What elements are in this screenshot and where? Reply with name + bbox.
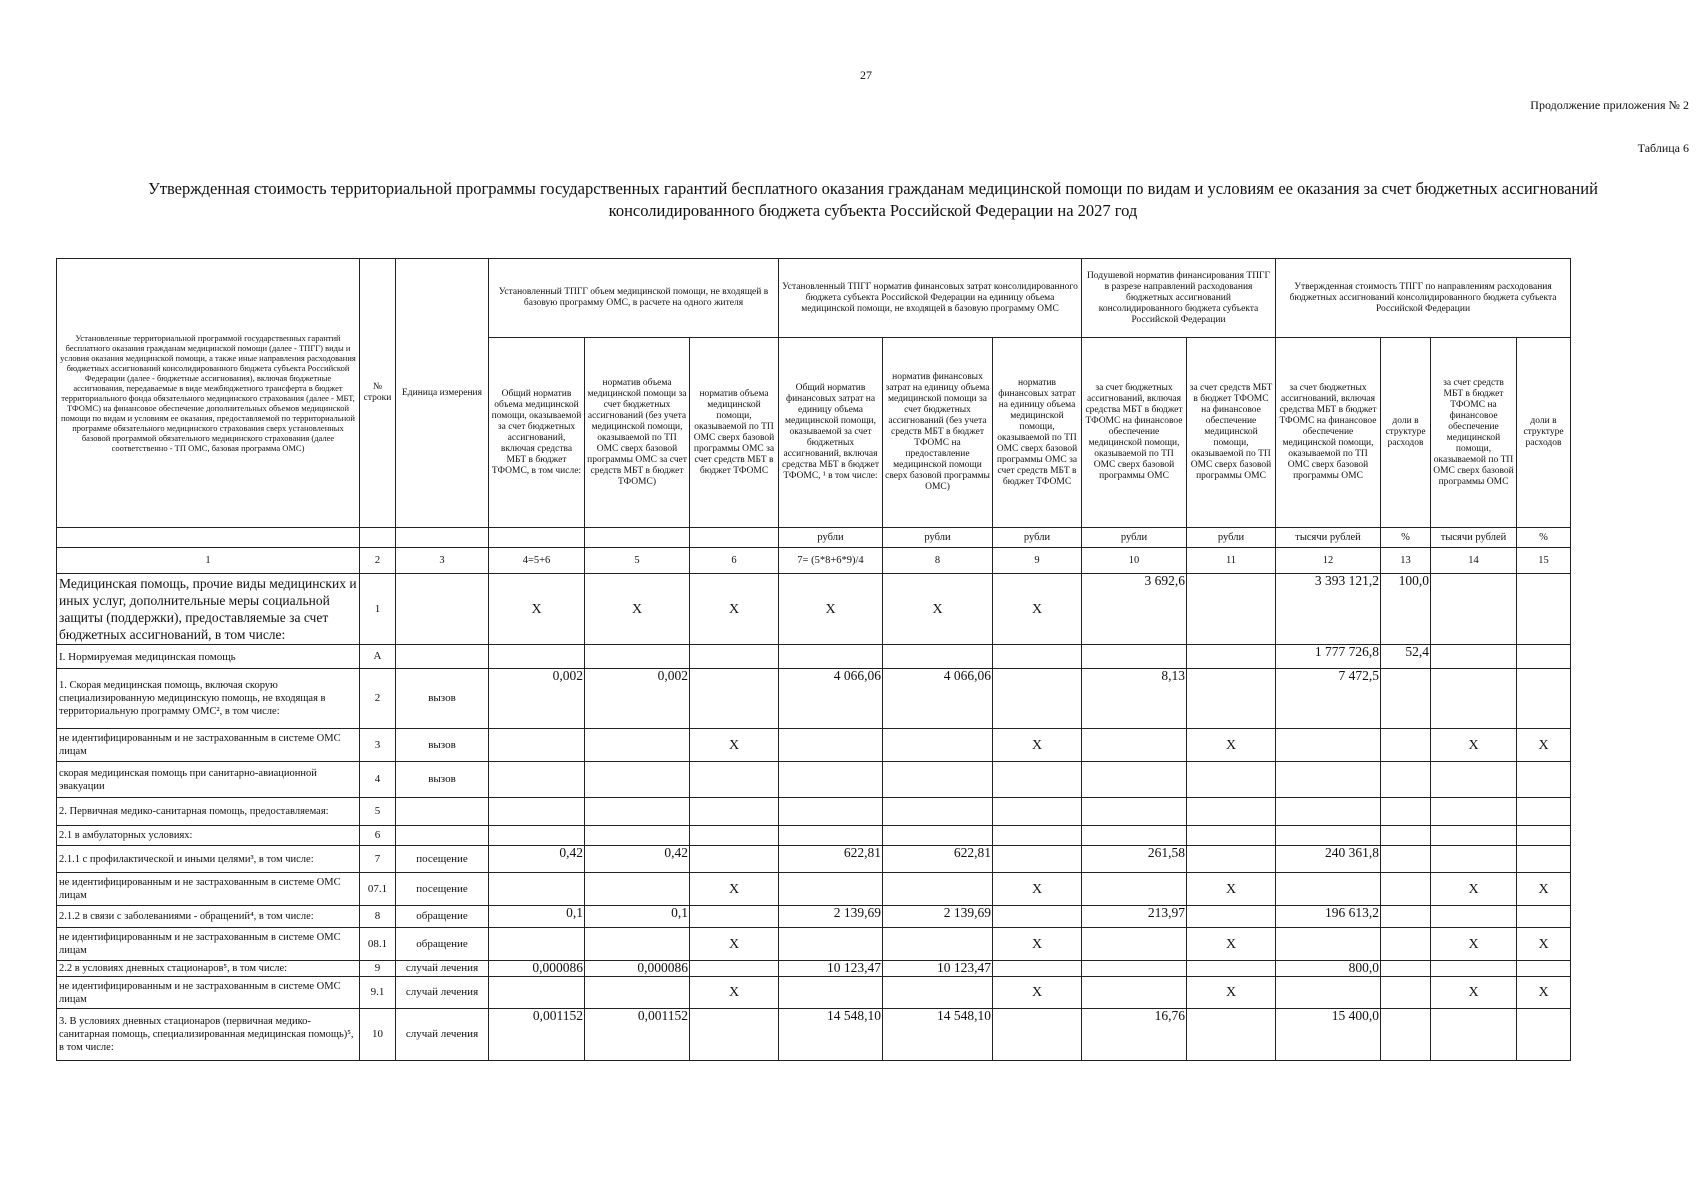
cell-col-14 bbox=[1431, 669, 1517, 729]
cell-col-7: 2 139,69 bbox=[779, 906, 883, 928]
cell-col-3 bbox=[396, 826, 489, 846]
cell-col-9 bbox=[993, 798, 1082, 826]
cell-col-14 bbox=[1431, 961, 1517, 977]
cell-col-5 bbox=[585, 645, 690, 669]
cell-col-14: X bbox=[1431, 729, 1517, 762]
cell-col-11 bbox=[1187, 826, 1276, 846]
cell-col-9: X bbox=[993, 574, 1082, 645]
cell-col-5: 0,000086 bbox=[585, 961, 690, 977]
cell-col-12 bbox=[1276, 928, 1381, 961]
cell-col-3: 3 bbox=[396, 548, 489, 574]
cell-col-13 bbox=[1381, 928, 1431, 961]
header-col-8: норматив финансовых затрат на единицу объема медицинской помощи за счет бюджетных ассигнований (без учета средств МБТ в бюджет ТФОМС на предоставление медицинской помощи сверх базовой программы ОМС) bbox=[883, 338, 993, 528]
table-row bbox=[57, 873, 1571, 906]
cell-col-5 bbox=[585, 528, 690, 548]
cell-col-12: 1 777 726,8 bbox=[1276, 645, 1381, 669]
cell-col-6: X bbox=[690, 574, 779, 645]
cell-col-3 bbox=[396, 528, 489, 548]
header-col-3: Единица измерения bbox=[396, 259, 489, 528]
cell-col-11 bbox=[1187, 574, 1276, 645]
cell-col-2 bbox=[360, 528, 396, 548]
table-row bbox=[57, 669, 1571, 729]
cell-col-11 bbox=[1187, 906, 1276, 928]
cell-col-8 bbox=[883, 762, 993, 798]
continuation-note: Продолжение приложения № 2 bbox=[1530, 98, 1689, 112]
cell-col-15: 15 bbox=[1517, 548, 1571, 574]
cell-col-2: 4 bbox=[360, 762, 396, 798]
cell-col-14 bbox=[1431, 906, 1517, 928]
cell-col-13 bbox=[1381, 1009, 1431, 1061]
cell-col-15: X bbox=[1517, 729, 1571, 762]
cell-col-3: посещение bbox=[396, 873, 489, 906]
header-col-5: норматив объема медицинской помощи за счет бюджетных ассигнований (без учета медицинской помощи, оказываемой по ТП ОМС сверх базовой программы ОМС за счет средств МБТ в бюджет ТФОМС) bbox=[585, 338, 690, 528]
cell-col-8: 14 548,10 bbox=[883, 1009, 993, 1061]
table-label: Таблица 6 bbox=[1637, 141, 1689, 155]
cell-col-14 bbox=[1431, 574, 1517, 645]
cell-col-4: 0,000086 bbox=[489, 961, 585, 977]
cell-col-10: 10 bbox=[1082, 548, 1187, 574]
cell-col-9 bbox=[993, 961, 1082, 977]
cell-col-14: X bbox=[1431, 873, 1517, 906]
header-col-15: доли в структуре расходов bbox=[1517, 338, 1571, 528]
cell-col-1: 2.1 в амбулаторных условиях: bbox=[57, 826, 360, 846]
cell-col-11: X bbox=[1187, 729, 1276, 762]
cell-col-11: 11 bbox=[1187, 548, 1276, 574]
cell-col-8 bbox=[883, 729, 993, 762]
cell-col-5 bbox=[585, 977, 690, 1009]
cell-col-2: 9.1 bbox=[360, 977, 396, 1009]
cell-col-12 bbox=[1276, 762, 1381, 798]
cell-col-2: 1 bbox=[360, 574, 396, 645]
cell-col-7: рубли bbox=[779, 528, 883, 548]
cell-col-6 bbox=[690, 669, 779, 729]
cell-col-10: 261,58 bbox=[1082, 846, 1187, 873]
cell-col-1: не идентифицированным и не застрахованным в системе ОМС лицам bbox=[57, 873, 360, 906]
cell-col-1: не идентифицированным и не застрахованным в системе ОМС лицам bbox=[57, 977, 360, 1009]
cell-col-12: 196 613,2 bbox=[1276, 906, 1381, 928]
units-row bbox=[57, 528, 1571, 548]
cell-col-14: X bbox=[1431, 977, 1517, 1009]
cell-col-2: 9 bbox=[360, 961, 396, 977]
cell-col-7: 10 123,47 bbox=[779, 961, 883, 977]
cell-col-6 bbox=[690, 1009, 779, 1061]
cell-col-8 bbox=[883, 645, 993, 669]
header-group-per-capita: Подушевой норматив финансирования ТПГГ в разрезе направлений расходования бюджетных ассигнований консолидированного бюджета субъекта Российской Федерации bbox=[1082, 259, 1276, 338]
cell-col-4: 0,002 bbox=[489, 669, 585, 729]
cell-col-9: X bbox=[993, 729, 1082, 762]
cell-col-10: 16,76 bbox=[1082, 1009, 1187, 1061]
cell-col-6 bbox=[690, 528, 779, 548]
cell-col-10 bbox=[1082, 798, 1187, 826]
cell-col-15 bbox=[1517, 762, 1571, 798]
cell-col-15 bbox=[1517, 961, 1571, 977]
cell-col-8 bbox=[883, 873, 993, 906]
cell-col-5 bbox=[585, 798, 690, 826]
cell-col-13: % bbox=[1381, 528, 1431, 548]
cell-col-11 bbox=[1187, 846, 1276, 873]
cell-col-8: 8 bbox=[883, 548, 993, 574]
cell-col-3 bbox=[396, 798, 489, 826]
cell-col-2: 10 bbox=[360, 1009, 396, 1061]
cell-col-11 bbox=[1187, 762, 1276, 798]
cell-col-4 bbox=[489, 645, 585, 669]
cell-col-7: 622,81 bbox=[779, 846, 883, 873]
cell-col-8: 2 139,69 bbox=[883, 906, 993, 928]
cell-col-9 bbox=[993, 906, 1082, 928]
table-row bbox=[57, 574, 1571, 645]
cell-col-15 bbox=[1517, 798, 1571, 826]
table-row bbox=[57, 977, 1571, 1009]
cell-col-7 bbox=[779, 798, 883, 826]
table-row bbox=[57, 1009, 1571, 1061]
cell-col-7: X bbox=[779, 574, 883, 645]
cell-col-8 bbox=[883, 826, 993, 846]
cell-col-4: 0,1 bbox=[489, 906, 585, 928]
cell-col-2: 2 bbox=[360, 669, 396, 729]
cell-col-15 bbox=[1517, 846, 1571, 873]
cell-col-7 bbox=[779, 729, 883, 762]
cell-col-11 bbox=[1187, 1009, 1276, 1061]
cell-col-10 bbox=[1082, 977, 1187, 1009]
cell-col-14 bbox=[1431, 846, 1517, 873]
header-col-10: за счет бюджетных ассигнований, включая средства МБТ в бюджет ТФОМС на финансовое обеспечение медицинской помощи, оказываемой по ТП ОМС сверх базовой программы ОМС bbox=[1082, 338, 1187, 528]
header-col-13: доли в структуре расходов bbox=[1381, 338, 1431, 528]
cell-col-2: 8 bbox=[360, 906, 396, 928]
cell-col-10 bbox=[1082, 762, 1187, 798]
cell-col-12: 800,0 bbox=[1276, 961, 1381, 977]
cell-col-8: рубли bbox=[883, 528, 993, 548]
header-col-9: норматив финансовых затрат на единицу объема медицинской помощи, оказываемой по ТП ОМС сверх базовой программы ОМС за счет средств МБТ в бюджет ТФОМС bbox=[993, 338, 1082, 528]
cell-col-3: случай лечения bbox=[396, 1009, 489, 1061]
cell-col-3: случай лечения bbox=[396, 977, 489, 1009]
cell-col-13 bbox=[1381, 961, 1431, 977]
title-line-2: консолидированного бюджета субъекта Российской Федерации на 2027 год bbox=[608, 201, 1138, 220]
cell-col-15 bbox=[1517, 826, 1571, 846]
cell-col-15: X bbox=[1517, 873, 1571, 906]
cell-col-14 bbox=[1431, 826, 1517, 846]
cell-col-1: I. Нормируемая медицинская помощь bbox=[57, 645, 360, 669]
cell-col-7 bbox=[779, 762, 883, 798]
cell-col-9 bbox=[993, 762, 1082, 798]
cell-col-2: 2 bbox=[360, 548, 396, 574]
cell-col-9: 9 bbox=[993, 548, 1082, 574]
cell-col-6: X bbox=[690, 873, 779, 906]
cell-col-15 bbox=[1517, 669, 1571, 729]
table-row bbox=[57, 846, 1571, 873]
cell-col-4: 0,42 bbox=[489, 846, 585, 873]
cell-col-10: 8,13 bbox=[1082, 669, 1187, 729]
cell-col-10 bbox=[1082, 826, 1187, 846]
cell-col-2: 6 bbox=[360, 826, 396, 846]
cell-col-13 bbox=[1381, 846, 1431, 873]
cell-col-12: 7 472,5 bbox=[1276, 669, 1381, 729]
header-col-6: норматив объема медицинской помощи, оказываемой по ТП ОМС сверх базовой программы ОМС за счет средств МБТ в бюджет ТФОМС bbox=[690, 338, 779, 528]
table-body bbox=[57, 259, 1571, 1061]
column-index-row bbox=[57, 548, 1571, 574]
header-col-2: № строки bbox=[360, 259, 396, 528]
cell-col-2: А bbox=[360, 645, 396, 669]
cell-col-1: не идентифицированным и не застрахованным в системе ОМС лицам bbox=[57, 928, 360, 961]
cell-col-5 bbox=[585, 928, 690, 961]
cell-col-9 bbox=[993, 1009, 1082, 1061]
cell-col-13: 52,4 bbox=[1381, 645, 1431, 669]
cell-col-1: 3. В условиях дневных стационаров (первичная медико-санитарная помощь, специализированная медицинская помощь)⁵, в том числе: bbox=[57, 1009, 360, 1061]
cell-col-14: X bbox=[1431, 928, 1517, 961]
cell-col-12: 3 393 121,2 bbox=[1276, 574, 1381, 645]
cell-col-4 bbox=[489, 826, 585, 846]
cell-col-1: Медицинская помощь, прочие виды медицинских и иных услуг, дополнительные меры социальной защиты (поддержки), предоставляемые за счет бюджетных ассигнований, в том числе: bbox=[57, 574, 360, 645]
table-row bbox=[57, 961, 1571, 977]
cell-col-10 bbox=[1082, 645, 1187, 669]
cell-col-15: X bbox=[1517, 928, 1571, 961]
header-col-11: за счет средств МБТ в бюджет ТФОМС на финансовое обеспечение медицинской помощи, оказываемой по ТП ОМС сверх базовой программы ОМС bbox=[1187, 338, 1276, 528]
cell-col-1: 2. Первичная медико-санитарная помощь, предоставляемая: bbox=[57, 798, 360, 826]
cell-col-9: рубли bbox=[993, 528, 1082, 548]
cell-col-3 bbox=[396, 645, 489, 669]
cell-col-10 bbox=[1082, 873, 1187, 906]
cell-col-11 bbox=[1187, 645, 1276, 669]
cell-col-13 bbox=[1381, 977, 1431, 1009]
cell-col-6 bbox=[690, 961, 779, 977]
table-row bbox=[57, 762, 1571, 798]
cell-col-3: вызов bbox=[396, 762, 489, 798]
cell-col-4 bbox=[489, 762, 585, 798]
cell-col-5 bbox=[585, 873, 690, 906]
cell-col-1: скорая медицинская помощь при санитарно-авиационной эвакуации bbox=[57, 762, 360, 798]
cell-col-4 bbox=[489, 528, 585, 548]
cell-col-12 bbox=[1276, 729, 1381, 762]
cell-col-5 bbox=[585, 826, 690, 846]
cell-col-7 bbox=[779, 977, 883, 1009]
cell-col-3: случай лечения bbox=[396, 961, 489, 977]
cell-col-14: тысячи рублей bbox=[1431, 528, 1517, 548]
cell-col-2: 07.1 bbox=[360, 873, 396, 906]
cell-col-10: 3 692,6 bbox=[1082, 574, 1187, 645]
cell-col-12: 240 361,8 bbox=[1276, 846, 1381, 873]
cell-col-4: 0,001152 bbox=[489, 1009, 585, 1061]
cell-col-6: X bbox=[690, 928, 779, 961]
budget-table bbox=[56, 258, 1571, 1061]
cell-col-11: X bbox=[1187, 928, 1276, 961]
cell-col-9 bbox=[993, 846, 1082, 873]
cell-col-4 bbox=[489, 977, 585, 1009]
header-col-7: Общий норматив финансовых затрат на единицу объема медицинской помощи, оказываемой за счет бюджетных ассигнований, включая средства МБТ в бюджет ТФОМС, ¹ в том числе: bbox=[779, 338, 883, 528]
cell-col-6 bbox=[690, 906, 779, 928]
cell-col-12: тысячи рублей bbox=[1276, 528, 1381, 548]
cell-col-10: рубли bbox=[1082, 528, 1187, 548]
cell-col-1: 2.2 в условиях дневных стационаров⁵, в том числе: bbox=[57, 961, 360, 977]
cell-col-8 bbox=[883, 928, 993, 961]
cell-col-6 bbox=[690, 798, 779, 826]
header-col-1: Установленные территориальной программой государственных гарантий бесплатного оказания гражданам медицинской помощи (далее - ТПГГ) виды и условия оказания медицинской помощи, а также иные направления расходования бюджетных ассигнований консолидированного бюджета субъекта Российской Федерации (далее - бюджетные ассигнования), включая бюджетные ассигнования, передаваемые в виде межбюджетного трансферта в бюджет территориального фонда обязательного медицинского страхования (далее - МБТ, ТФОМС) на финансовое обеспечение дополнительных объемов медицинской помощи по видам и условиям ее оказания, предоставляемой по территориальной программе обязательного медицинского страхования сверх установленных базовой программой обязательного медицинского страхования (далее соответственно - ТП ОМС, базовая программа ОМС) bbox=[57, 259, 360, 528]
cell-col-8: 4 066,06 bbox=[883, 669, 993, 729]
cell-col-5: 0,42 bbox=[585, 846, 690, 873]
cell-col-10 bbox=[1082, 961, 1187, 977]
cell-col-6: X bbox=[690, 977, 779, 1009]
cell-col-4 bbox=[489, 928, 585, 961]
cell-col-7: 4 066,06 bbox=[779, 669, 883, 729]
cell-col-6: X bbox=[690, 729, 779, 762]
header-group-approved-cost: Утвержденная стоимость ТПГГ по направлениям расходования бюджетных ассигнований консолидированного бюджета субъекта Российской Федерации bbox=[1276, 259, 1571, 338]
header-group-cost-norm: Установленный ТПГГ норматив финансовых затрат консолидированного бюджета субъекта Российской Федерации на единицу объема медицинской помощи, не входящей в базовую программу ОМС bbox=[779, 259, 1082, 338]
cell-col-13 bbox=[1381, 873, 1431, 906]
cell-col-2: 7 bbox=[360, 846, 396, 873]
header-col-4: Общий норматив объема медицинской помощи, оказываемой за счет бюджетных ассигнований, включая средства МБТ в бюджет ТФОМС, в том числе: bbox=[489, 338, 585, 528]
cell-col-13 bbox=[1381, 729, 1431, 762]
cell-col-11 bbox=[1187, 961, 1276, 977]
cell-col-8: X bbox=[883, 574, 993, 645]
cell-col-1: 1 bbox=[57, 548, 360, 574]
cell-col-10: 213,97 bbox=[1082, 906, 1187, 928]
cell-col-5: 0,002 bbox=[585, 669, 690, 729]
cell-col-11: X bbox=[1187, 873, 1276, 906]
cell-col-13 bbox=[1381, 906, 1431, 928]
cell-col-15: X bbox=[1517, 977, 1571, 1009]
cell-col-7: 14 548,10 bbox=[779, 1009, 883, 1061]
cell-col-12 bbox=[1276, 826, 1381, 846]
cell-col-4: X bbox=[489, 574, 585, 645]
cell-col-9 bbox=[993, 645, 1082, 669]
cell-col-5 bbox=[585, 762, 690, 798]
cell-col-15 bbox=[1517, 574, 1571, 645]
cell-col-2: 3 bbox=[360, 729, 396, 762]
title-line-1: Утвержденная стоимость территориальной программы государственных гарантий бесплатного оказания гражданам медицинской помощи по видам и условиям ее оказания за счет бюджетных ассигнований bbox=[148, 179, 1598, 198]
cell-col-12 bbox=[1276, 977, 1381, 1009]
cell-col-15 bbox=[1517, 1009, 1571, 1061]
table-row bbox=[57, 798, 1571, 826]
cell-col-13 bbox=[1381, 762, 1431, 798]
header-col-12: за счет бюджетных ассигнований, включая средства МБТ в бюджет ТФОМС на финансовое обеспечение медицинской помощи, оказываемой по ТП ОМС сверх базовой программы ОМС bbox=[1276, 338, 1381, 528]
page-number: 27 bbox=[860, 68, 872, 82]
cell-col-7 bbox=[779, 873, 883, 906]
cell-col-6 bbox=[690, 762, 779, 798]
cell-col-4 bbox=[489, 873, 585, 906]
cell-col-3: вызов bbox=[396, 729, 489, 762]
table-row bbox=[57, 729, 1571, 762]
cell-col-15 bbox=[1517, 645, 1571, 669]
cell-col-3: вызов bbox=[396, 669, 489, 729]
cell-col-11 bbox=[1187, 669, 1276, 729]
cell-col-14 bbox=[1431, 1009, 1517, 1061]
cell-col-1: не идентифицированным и не застрахованным в системе ОМС лицам bbox=[57, 729, 360, 762]
cell-col-7: 7= (5*8+6*9)/4 bbox=[779, 548, 883, 574]
cell-col-12 bbox=[1276, 798, 1381, 826]
document-title bbox=[95, 178, 1651, 222]
cell-col-5: X bbox=[585, 574, 690, 645]
cell-col-1: 2.1.2 в связи с заболеваниями - обращений⁴, в том числе: bbox=[57, 906, 360, 928]
cell-col-3: обращение bbox=[396, 928, 489, 961]
cell-col-13: 13 bbox=[1381, 548, 1431, 574]
header-row-groups bbox=[57, 259, 1571, 338]
cell-col-6 bbox=[690, 846, 779, 873]
header-group-volume: Установленный ТПГГ объем медицинской помощи, не входящей в базовую программу ОМС, в расчете на одного жителя bbox=[489, 259, 779, 338]
cell-col-2: 5 bbox=[360, 798, 396, 826]
cell-col-15 bbox=[1517, 906, 1571, 928]
cell-col-4: 4=5+6 bbox=[489, 548, 585, 574]
cell-col-14: 14 bbox=[1431, 548, 1517, 574]
cell-col-11 bbox=[1187, 798, 1276, 826]
cell-col-14 bbox=[1431, 798, 1517, 826]
cell-col-6: 6 bbox=[690, 548, 779, 574]
cell-col-10 bbox=[1082, 729, 1187, 762]
cell-col-9: X bbox=[993, 977, 1082, 1009]
cell-col-8: 10 123,47 bbox=[883, 961, 993, 977]
cell-col-5: 5 bbox=[585, 548, 690, 574]
cell-col-1: 2.1.1 с профилактической и иными целями³, в том числе: bbox=[57, 846, 360, 873]
cell-col-5: 0,1 bbox=[585, 906, 690, 928]
cell-col-12: 12 bbox=[1276, 548, 1381, 574]
cell-col-4 bbox=[489, 798, 585, 826]
table-row bbox=[57, 645, 1571, 669]
cell-col-7 bbox=[779, 826, 883, 846]
table-row bbox=[57, 826, 1571, 846]
cell-col-13 bbox=[1381, 798, 1431, 826]
cell-col-13 bbox=[1381, 669, 1431, 729]
cell-col-8 bbox=[883, 977, 993, 1009]
cell-col-9: X bbox=[993, 873, 1082, 906]
cell-col-1 bbox=[57, 528, 360, 548]
cell-col-9 bbox=[993, 669, 1082, 729]
cell-col-13 bbox=[1381, 826, 1431, 846]
cell-col-6 bbox=[690, 645, 779, 669]
cell-col-5 bbox=[585, 729, 690, 762]
cell-col-14 bbox=[1431, 645, 1517, 669]
cell-col-3: обращение bbox=[396, 906, 489, 928]
cell-col-3 bbox=[396, 574, 489, 645]
cell-col-7 bbox=[779, 645, 883, 669]
cell-col-9 bbox=[993, 826, 1082, 846]
cell-col-12: 15 400,0 bbox=[1276, 1009, 1381, 1061]
cell-col-1: 1. Скорая медицинская помощь, включая скорую специализированную медицинскую помощь, не входящая в территориальную программу ОМС², в том числе: bbox=[57, 669, 360, 729]
cell-col-6 bbox=[690, 826, 779, 846]
cell-col-14 bbox=[1431, 762, 1517, 798]
table-row bbox=[57, 928, 1571, 961]
cell-col-8: 622,81 bbox=[883, 846, 993, 873]
cell-col-11: X bbox=[1187, 977, 1276, 1009]
cell-col-9: X bbox=[993, 928, 1082, 961]
cell-col-15: % bbox=[1517, 528, 1571, 548]
cell-col-4 bbox=[489, 729, 585, 762]
table-row bbox=[57, 906, 1571, 928]
cell-col-11: рубли bbox=[1187, 528, 1276, 548]
cell-col-10 bbox=[1082, 928, 1187, 961]
cell-col-8 bbox=[883, 798, 993, 826]
cell-col-7 bbox=[779, 928, 883, 961]
cell-col-12 bbox=[1276, 873, 1381, 906]
header-col-14: за счет средств МБТ в бюджет ТФОМС на финансовое обеспечение медицинской помощи, оказываемой по ТП ОМС сверх базовой программы ОМС bbox=[1431, 338, 1517, 528]
cell-col-5: 0,001152 bbox=[585, 1009, 690, 1061]
cell-col-3: посещение bbox=[396, 846, 489, 873]
cell-col-13: 100,0 bbox=[1381, 574, 1431, 645]
cell-col-2: 08.1 bbox=[360, 928, 396, 961]
